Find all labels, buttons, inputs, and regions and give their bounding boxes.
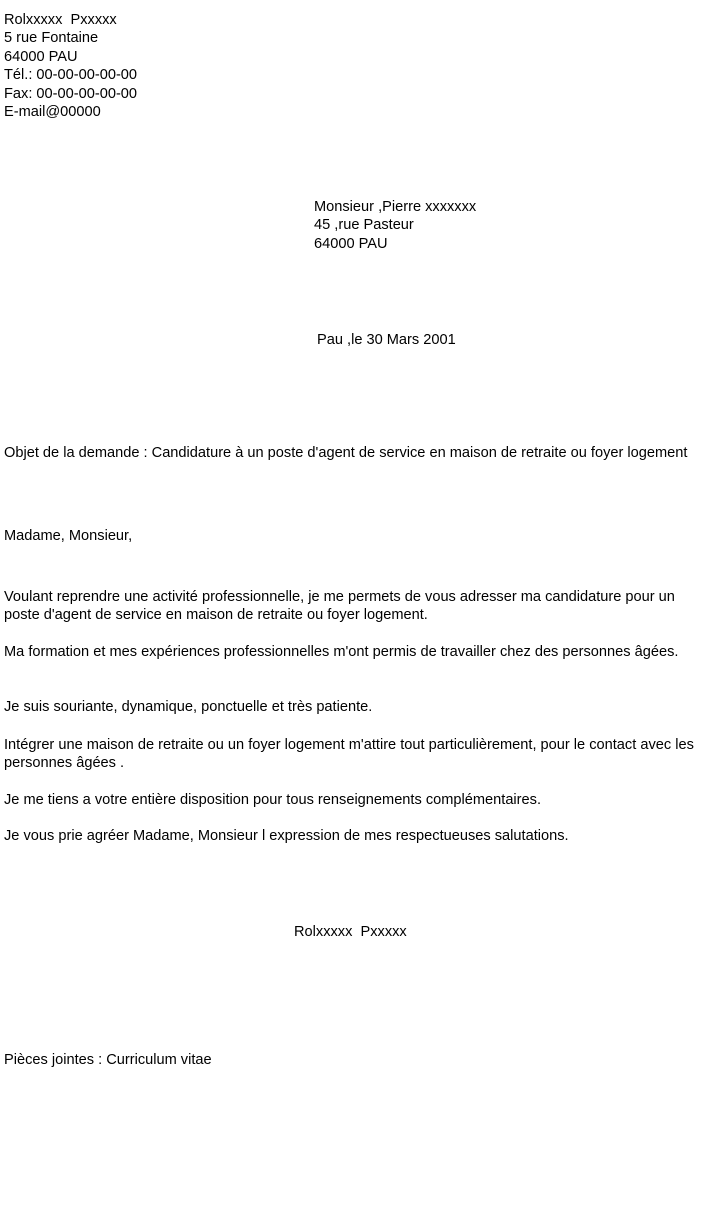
paragraph-5: Je me tiens a votre entière disposition pour tous renseignements complémentaires.	[4, 792, 542, 808]
recipient-street: 45 ,rue Pasteur	[314, 217, 414, 234]
sender-email: E-mail@00000	[4, 104, 101, 121]
sender-fax: Fax: 00-00-00-00-00	[4, 85, 138, 102]
paragraph-2: Ma formation et mes expériences professionnelles m'ont permis de travailler chez des personnes âgées.	[4, 644, 679, 660]
recipient-city: 64000 PAU	[314, 235, 388, 252]
recipient-name: Monsieur ,Pierre xxxxxxx	[314, 199, 477, 215]
signature: Rolxxxxx Pxxxxx	[294, 924, 407, 940]
sender-name: Rolxxxxx Pxxxxx	[4, 12, 117, 28]
letter-date: Pau ,le 30 Mars 2001	[317, 332, 456, 348]
sender-phone: Tél.: 00-00-00-00-00	[4, 67, 138, 84]
paragraph-3: Je suis souriante, dynamique, ponctuelle et très patiente.	[4, 699, 373, 715]
paragraph-6: Je vous prie agréer Madame, Monsieur l expression de mes respectueuses salutations.	[4, 828, 569, 844]
paragraph-4: Intégrer une maison de retraite ou un foyer logement m'attire tout particulièrement, pour le contact avec les personnes âgées .	[4, 737, 694, 772]
paragraph-1: Voulant reprendre une activité professionnelle, je me permets de vous adresser ma candidature pour un poste d'agent de service en maison de retraite ou foyer logement.	[4, 589, 675, 624]
sender-city: 64000 PAU	[4, 48, 78, 65]
attachments: Pièces jointes : Curriculum vitae	[4, 1052, 212, 1068]
sender-address	[4, 11, 137, 121]
salutation: Madame, Monsieur,	[4, 528, 133, 544]
recipient-address	[314, 198, 476, 253]
letter-subject: Objet de la demande : Candidature à un poste d'agent de service en maison de retraite ou foyer logement	[4, 445, 688, 461]
sender-street: 5 rue Fontaine	[4, 30, 99, 47]
